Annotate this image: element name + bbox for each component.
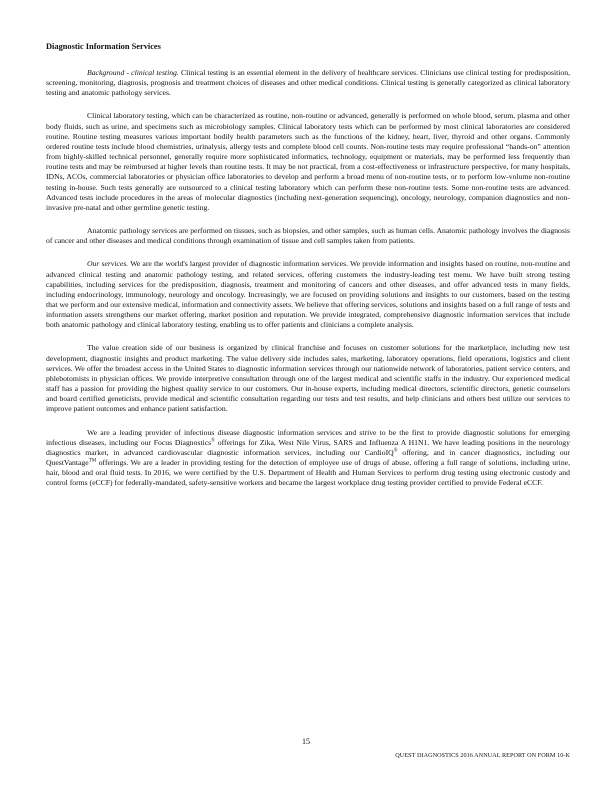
page-number: 15 (302, 737, 310, 746)
paragraph-lead: Background - clinical testing. (87, 68, 179, 77)
registered-mark: ® (211, 438, 215, 444)
paragraph-lead: Our services. (87, 259, 129, 269)
paragraph-text: Clinical testing is an essential element in the delivery of healthcare services. Clinicians use clinical testing for predisposition, screening, monitoring, diagnosis, prognosis and treatment choices of diseases and other medical conditions. Clinical testing is generally categorized as clinical laboratory testing and anatomic pathology services. (46, 68, 570, 98)
paragraph-value-creation: The value creation side of our business is organized by clinical franchise and focuses on customer solutions for the marketplace, including new test development, diagnostic insights and product marketing. The value delivery side includes sales, marketing, laboratory operations, field operations, logistics and client services. We offer the broadest access in the United States to diagnostic information services through our nationwide network of laboratories, patient service centers, and phlebotomists in physician offices. We provide interpretive consultation through one of the largest medical and scientific staffs in the industry. Our experienced medical staff has a passion for providing the highest quality service to our customers. Our in-house experts, including medical directors, scientific directors, genetic counselors and board certified geneticists, provide medical and scientific consultation regarding our tests and test results, and help clinicians and others best utilize our services to improve patient outcomes and enhance patient satisfaction. (46, 343, 570, 414)
trademark-mark: TM (88, 458, 97, 464)
paragraph-our-services (46, 259, 570, 330)
registered-mark: ® (393, 448, 398, 454)
document-body (46, 42, 570, 501)
paragraph-text: We are a leading provider of infectious disease diagnostic information services and strive to be the first to provide diagnostic solutions for emerging infectious diseases, including our Focus Diagnostics (46, 427, 570, 447)
paragraph-text: offerings for Zika, West Nile Virus, SARS and Influenza A H1N1. We have leading positions in the neurology diagnostics market, in advanced cardiovascular diagnostic information services, including our CardioIQ (46, 437, 570, 457)
paragraph-infectious-disease (46, 428, 570, 489)
paragraph-clinical-laboratory-testing: Clinical laboratory testing, which can be characterized as routine, non-routine or advanced, generally is performed on whole blood, serum, plasma and other body fluids, such as urine, and specimens such as microbiology samples. Clinical laboratory tests which can be performed by most clinical laboratories are considered routine. Routine testing measures various important bodily health parameters such as the functions of the kidney, heart, liver, thyroid and other organs. Commonly ordered routine tests include blood chemistries, urinalysis, allergy tests and complete blood cell counts. Non-routine tests may require professional “hands-on” attention from highly-skilled technical personnel, generally require more sophisticated informatics, technology, equipment or materials, may be performed less frequently than routine tests and may be reimbursed at higher levels than routine tests. It may be not practical, from a cost-effectiveness or infrastructure perspective, for many hospitals, IDNs, ACOs, commercial laboratories or physician office laboratories to develop and perform a broad menu of non-routine tests, or to perform low-volume non-routine testing in-house. Such tests generally are outsourced to a clinical testing laboratory which can perform these non-routine tests. Some non-routine tests are advanced. Advanced tests include procedures in the areas of molecular diagnostics (including next-generation sequencing), oncology, neurology, companion diagnostics and non-invasive pre-natal and other germline genetic testing. (46, 111, 570, 212)
paragraph-text: offering, and in cancer diagnostics, including our QuestVantage (46, 447, 570, 467)
paragraph-background (46, 68, 570, 98)
paragraph-text: offerings. We are a leader in providing testing for the detection of employee use of drugs of abuse, offering a full range of solutions, including urine, hair, blood and oral fluid tests. In 2016, we were certified by the U.S. Department of Health and Human Services to perform drug testing using electronic custody and control forms (eCCF) for federally-mandated, safety-sensitive workers and became the largest workplace drug testing provider certified to provide Federal eCCF. (46, 458, 570, 488)
section-heading: Diagnostic Information Services (46, 42, 161, 51)
paragraph-text: We are the world's largest provider of diagnostic information services. We provide information and insights based on routine, non-routine and advanced clinical testing and anatomic pathology testing, and related services, offering customers the industry-leading test menu. We have built strong testing capabilities, including services for the predisposition, diagnosis, treatment and monitoring of cancers and other diseases, and offer advanced tests in many fields, including endocrinology, immunology, neurology and oncology. Increasingly, we are focused on providing solutions and insights to our customers, based on the testing that we perform and our extensive medical, information and connectivity assets. We believe that offering services, solutions and insights based on a full range of tests and information assets strengthens our market offering, market position and reputation. We provide integrated, comprehensive diagnostic information services that include both anatomic pathology and clinical laboratory testing, enabling us to offer patients and clinicians a complete analysis. (46, 259, 570, 330)
page-footer: QUEST DIAGNOSTICS 2016 ANNUAL REPORT ON FORM 10-K (395, 752, 570, 759)
paragraph-anatomic-pathology: Anatomic pathology services are performed on tissues, such as biopsies, and other samples, such as human cells. Anatomic pathology involves the diagnosis of cancer and other diseases and medical conditions through examination of tissue and cell samples taken from patients. (46, 226, 570, 246)
